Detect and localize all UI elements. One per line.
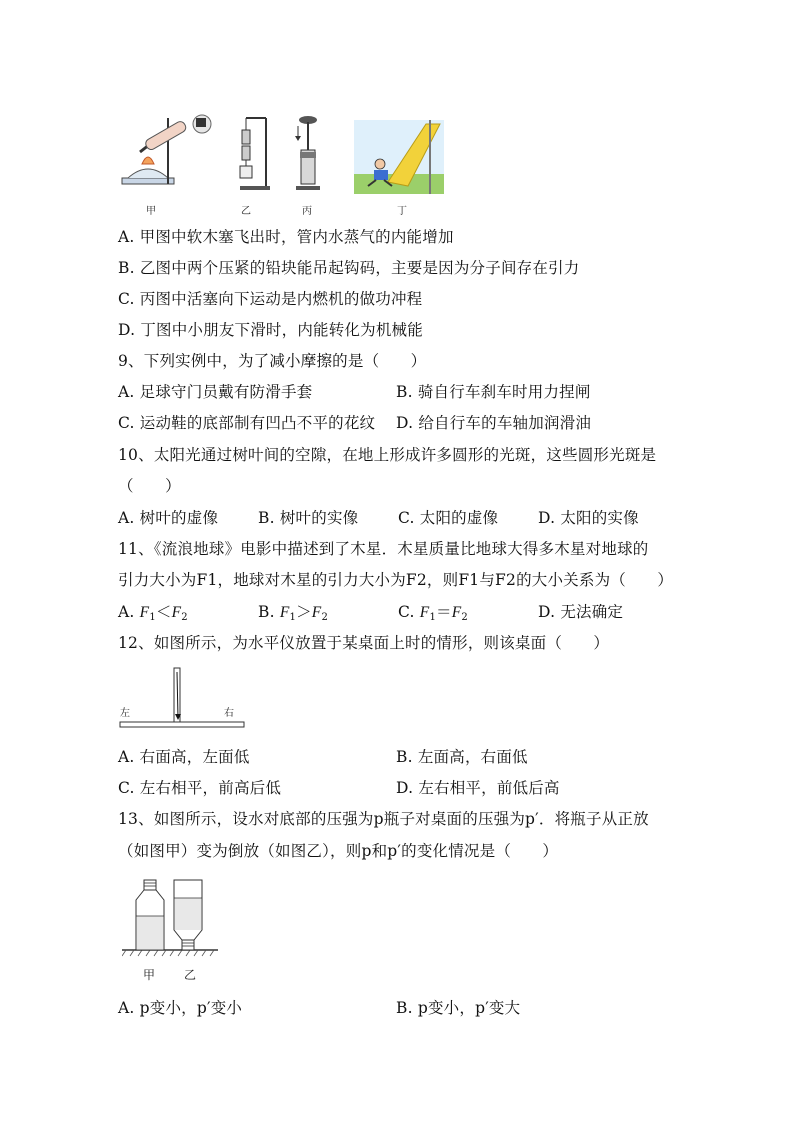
figure-yi-lead-blocks	[240, 118, 270, 190]
q13-label-jia: 甲	[143, 968, 156, 982]
q12-level-figure	[118, 664, 248, 736]
caption-jia: 甲	[146, 206, 156, 217]
q12-label-left: 左	[120, 708, 130, 719]
q11-option-c: C. $F_1=F_2$	[398, 603, 468, 623]
q9-option-a: A. 足球守门员戴有防滑手套	[118, 383, 313, 401]
q13-option-a: A. p变小，p′变小	[118, 999, 243, 1017]
q13-label-yi: 乙	[184, 968, 197, 982]
figure-ding-slide	[354, 120, 444, 194]
q9-option-c: C. 运动鞋的底部制有凹凸不平的花纹	[118, 414, 376, 432]
q12-option-d: D. 左右相平，前低后高	[396, 779, 560, 797]
q13-stem-line2: （如图甲）变为倒放（如图乙），则p和p′的变化情况是（ ）	[118, 842, 559, 860]
q8-figure-set	[118, 112, 448, 202]
caption-bing: 丙	[302, 206, 312, 217]
q10-options-row	[118, 508, 639, 528]
figure-bing-piston	[295, 116, 320, 190]
q10-option-b: B. 树叶的实像	[258, 509, 359, 527]
q11-stem-line1: 11、《流浪地球》电影中描述到了木星．木星质量比地球大得多木星对地球的	[118, 540, 649, 558]
figure-jia-test-tube	[122, 115, 211, 184]
q10-option-d: D. 太阳的实像	[538, 509, 639, 527]
q11-option-b: B. $F_1>F_2$	[258, 603, 329, 623]
q12-label-right: 右	[224, 708, 234, 719]
q10-stem-line1: 10、太阳光通过树叶间的空隙，在地上形成许多圆形的光斑，这些圆形光斑是	[118, 446, 657, 464]
q9-option-b: B. 骑自行车刹车时用力捏闸	[396, 383, 591, 401]
q10-option-c: C. 太阳的虚像	[398, 509, 499, 527]
q13-bottles-figure	[122, 876, 222, 958]
q11-option-d: D. 无法确定	[538, 603, 624, 621]
q11-options-row	[118, 602, 623, 628]
q8-option-d: D. 丁图中小朋友下滑时，内能转化为机械能	[118, 321, 423, 339]
q12-option-b: B. 左面高，右面低	[396, 748, 528, 766]
q11-stem-line2: 引力大小为F1，地球对木星的引力大小为F2，则F1与F2的大小关系为（ ）	[118, 571, 674, 589]
q8-option-c: C. 丙图中活塞向下运动是内燃机的做功冲程	[118, 290, 423, 308]
caption-ding: 丁	[397, 206, 407, 217]
q9-option-d: D. 给自行车的车轴加润滑油	[396, 414, 592, 432]
q12-stem: 12、如图所示，为水平仪放置于某桌面上时的情形，则该桌面（ ）	[118, 634, 610, 652]
q10-stem-line2: （ ）	[118, 477, 181, 495]
q11-option-a: A. $F_1<F_2$	[118, 603, 188, 623]
q8-option-a: A. 甲图中软木塞飞出时，管内水蒸气的内能增加	[118, 228, 454, 246]
q13-stem-line1: 13、如图所示，设水对底部的压强为p瓶子对桌面的压强为p′．将瓶子从正放	[118, 810, 649, 828]
q8-option-b: B. 乙图中两个压紧的铅块能吊起钩码，主要是因为分子间存在引力	[118, 259, 580, 277]
caption-yi: 乙	[241, 206, 251, 217]
q10-option-a: A. 树叶的虚像	[118, 509, 219, 527]
q13-option-b: B. p变小，p′变大	[396, 999, 521, 1017]
q9-stem: 9、下列实例中，为了减小摩擦的是（ ）	[118, 352, 427, 370]
q12-option-a: A. 右面高，左面低	[118, 748, 250, 766]
q12-option-c: C. 左右相平，前高后低	[118, 779, 282, 797]
